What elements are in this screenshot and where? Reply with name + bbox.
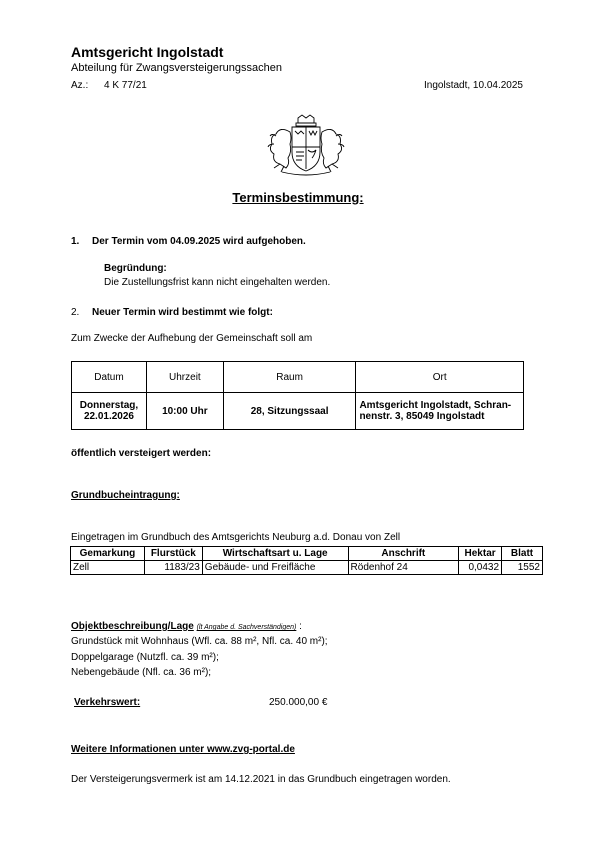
cell-ort [356,393,524,430]
object-line-3: Nebengebäude (Nfl. ca. 36 m²); [71,667,212,678]
header-blatt: Blatt [502,547,543,561]
cell-gemarkung: Zell [71,561,145,575]
header-wirtschaftsart: Wirtschaftsart u. Lage [202,547,348,561]
item-2-number: 2. [71,307,80,318]
object-note: (lt Angabe d. Sachverständigen) [196,624,297,631]
coat-of-arms-icon [262,114,350,178]
table-header-row [71,547,543,561]
table-row [71,561,543,575]
object-line-2: Doppelgarage (Nutzfl. ca. 39 m²); [71,652,219,663]
footer-note: Der Versteigerungsvermerk ist am 14.12.2021 in das Grundbuch eingetragen worden. [71,774,451,785]
cell-raum: 28, Sitzungssaal [223,393,356,430]
object-line-1: Grundstück mit Wohnhaus (Wfl. ca. 88 m², Nfl. ca. 40 m²); [71,636,328,647]
object-heading-line [71,621,302,632]
datum-line-1: Donnerstag, [79,400,139,411]
cell-datum [72,393,147,430]
datum-line-2: 22.01.2026 [83,411,134,422]
header-anschrift: Anschrift [348,547,459,561]
header-ort: Ort [356,362,524,393]
grundbuch-heading: Grundbucheintragung: [71,490,180,501]
object-colon: : [299,621,302,632]
department-name: Abteilung für Zwangsversteigerungssachen [71,62,282,74]
item-1-text: Der Termin vom 04.09.2025 wird aufgehoben. [92,236,306,247]
header-gemarkung: Gemarkung [71,547,145,561]
place-date: Ingolstadt, 10.04.2025 [424,80,523,91]
market-value-label: Verkehrswert: [74,697,141,708]
market-value: 250.000,00 € [269,697,328,708]
header-flurstueck: Flurstück [144,547,202,561]
reason-text: Die Zustellungsfrist kann nicht eingehalten werden. [104,277,331,288]
table-header-row [72,362,524,393]
header-uhrzeit: Uhrzeit [146,362,223,393]
intro-text: Zum Zwecke der Aufhebung der Gemeinschaft soll am [71,333,313,344]
reason-label: Begründung: [104,263,167,274]
cell-flurstueck: 1183/23 [144,561,202,575]
ort-line-2: nenstr. 3, 85049 Ingolstadt [359,411,485,422]
cell-uhrzeit: 10:00 Uhr [146,393,223,430]
cell-blatt: 1552 [502,561,543,575]
case-number-label: Az.: [71,80,89,91]
appointment-table [71,361,524,430]
document-title: Terminsbestimmung: [232,190,364,205]
land-register-table [70,546,543,575]
header-hektar: Hektar [459,547,502,561]
header-datum: Datum [72,362,147,393]
grundbuch-intro: Eingetragen im Grundbuch des Amtsgerichts Neuburg a.d. Donau von Zell [71,532,401,543]
cell-wirtschaftsart: Gebäude- und Freifläche [202,561,348,575]
header-raum: Raum [223,362,356,393]
object-heading: Objektbeschreibung/Lage [71,621,194,632]
item-2-text: Neuer Termin wird bestimmt wie folgt: [92,307,273,318]
cell-anschrift: Rödenhof 24 [348,561,459,575]
table-row [72,393,524,430]
auction-text: öffentlich versteigert werden: [71,448,212,459]
item-1-number: 1. [71,236,80,247]
ort-line-1: Amtsgericht Ingolstadt, Schran- [359,400,512,411]
case-number: 4 K 77/21 [104,80,147,91]
info-link[interactable]: Weitere Informationen unter www.zvg-portal.de [71,744,295,755]
court-name: Amtsgericht Ingolstadt [71,44,224,60]
cell-hektar: 0,0432 [459,561,502,575]
